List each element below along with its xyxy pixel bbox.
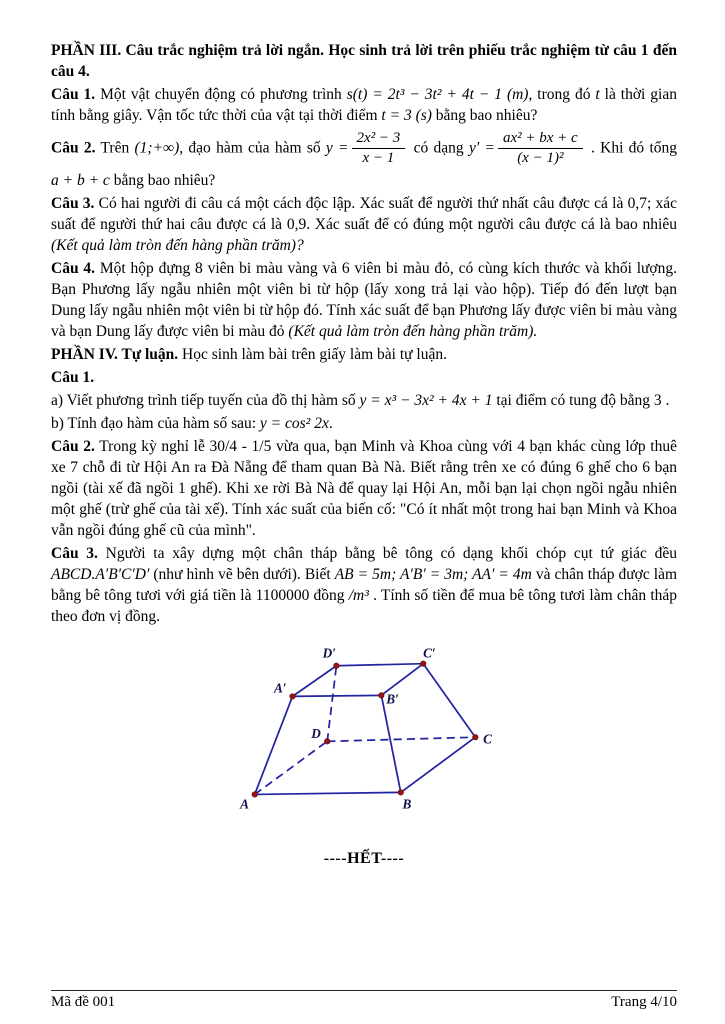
question-text: . <box>328 414 333 432</box>
dashed-edges <box>255 665 476 794</box>
footer-exam-code: Mã đề 001 <box>51 994 116 1010</box>
part3-question-3 <box>51 193 677 256</box>
frustum-figure-container <box>51 637 677 820</box>
part3-question-2 <box>51 128 677 191</box>
rounding-note: (Kết quả làm tròn đến hàng phần trăm). <box>288 322 538 340</box>
question-label: Câu 2. <box>51 437 95 455</box>
math-expression: t = 3 (s) <box>381 107 432 124</box>
vertex-label-A: A <box>240 796 249 812</box>
vertex-A-prime <box>290 693 296 699</box>
math-expression: /m³ <box>348 586 369 604</box>
exam-content <box>51 40 677 868</box>
part3-heading <box>51 40 677 82</box>
vertex-label-B-prime: B′ <box>386 691 399 707</box>
part4-question-1-label <box>51 367 677 388</box>
vertex-A <box>252 791 258 797</box>
part3-heading-text: PHẦN III. Câu trắc nghiệm trả lời ngắn. Học sinh trả lời trên phiếu trắc nghiệm từ câu 1 đến câu 4. <box>51 42 677 80</box>
math-expression: (1;+∞) <box>134 139 180 157</box>
question-text: (như hình vẽ bên dưới). Biết <box>149 565 335 583</box>
math-expression: y = x³ − 3x² + 4x + 1 <box>359 391 493 409</box>
question-text: là thời gian tính bằng giây. Vận tốc tức thời của vật tại thời điểm <box>51 86 677 124</box>
math-expression: a + b + c <box>51 171 110 189</box>
question-text: và chân tháp được làm bằng bê tông tươi với giá tiền là 1100000 đồng <box>51 565 678 604</box>
part3-question-1 <box>51 84 677 126</box>
vertex-B <box>398 789 404 795</box>
question-text: bằng bao nhiêu? <box>431 107 538 124</box>
question-text: b) Tính đạo hàm của hàm số sau: <box>51 414 260 432</box>
footer-page-number: Trang 4/10 <box>611 994 677 1010</box>
fraction-numerator: ax² + bx + c <box>498 130 583 149</box>
question-label: Câu 4. <box>51 259 96 277</box>
vertex-label-D: D <box>311 725 321 741</box>
math-expression: ABCD.A′B′C′D′ <box>51 565 150 583</box>
page-footer <box>51 990 677 1011</box>
part4-question-1a <box>51 390 677 411</box>
question-text: Có hai người đi câu cá một cách độc lập. Xác suất để người thứ nhất câu được cá là 0,7; xác suất để người thứ hai câu được cá là 0,9. Xác suất để có đúng một người câu được cá là bao nhiêu <box>51 194 677 233</box>
question-text: Một vật chuyển động có phương trình <box>95 86 347 103</box>
question-label: Câu 2. <box>51 139 96 157</box>
question-text: bằng bao nhiêu? <box>109 171 216 189</box>
question-label: Câu 1. <box>51 86 96 103</box>
end-marker: ----HẾT---- <box>323 849 405 867</box>
part4-question-1b <box>51 413 677 434</box>
part3-question-4 <box>51 258 677 342</box>
math-expression: y = cos² 2x <box>259 414 329 432</box>
frustum-figure <box>221 637 507 815</box>
math-expression: y′ = <box>468 139 495 157</box>
vertex-labels <box>239 645 492 811</box>
vertex-label-B: B <box>402 796 412 812</box>
fraction <box>498 130 583 168</box>
vertex-label-D-prime: D′ <box>322 645 336 661</box>
vertex-label-A-prime: A′ <box>273 679 287 695</box>
vertex-C-prime <box>420 660 426 666</box>
fraction-numerator: 2x² − 3 <box>352 130 406 149</box>
math-expression: s(t) = 2t³ − 3t² + 4t − 1 (m) <box>346 86 529 103</box>
question-label: Câu 3. <box>51 194 95 212</box>
vertex-D-prime <box>334 662 340 668</box>
vertex-D <box>324 738 330 744</box>
vertex-C <box>473 734 479 740</box>
question-label: Câu 1. <box>51 368 95 386</box>
fraction-denominator: (x − 1)² <box>517 150 564 167</box>
question-text: Người ta xây dựng một chân tháp bằng bê tông có dạng khối chóp cụt tứ giác đều <box>97 544 677 562</box>
part4-question-3 <box>51 543 677 627</box>
vertex-label-C-prime: C′ <box>423 645 436 661</box>
math-expression: y = <box>325 139 349 157</box>
part4-heading <box>51 344 677 365</box>
question-text: , đạo hàm của hàm số <box>179 139 326 157</box>
fraction-denominator: x − 1 <box>362 150 395 167</box>
solid-edges <box>255 663 476 794</box>
part4-heading-rest: Học sinh làm bài trên giấy làm bài tự luận. <box>178 345 447 363</box>
question-text: , trong đó <box>528 86 596 103</box>
question-text: Một hộp đựng 8 viên bi màu vàng và 6 viên bi màu đỏ, có cùng kích thước và khối lượng. Bạn Phương lấy ngẫu nhiên một viên bi từ hộp (lấy xong trả lại vào hộp). Tiếp đó đến lượt bạn Dung lấy ngẫu nhiên một viên bi từ hộp đó. Tính xác suất để bạn Phương lấy được viên bi màu vàng và bạn Dung lấy được viên bi màu đỏ <box>51 259 677 340</box>
part4-heading-bold: PHẦN IV. Tự luận. <box>51 345 179 363</box>
vertex-B-prime <box>379 692 385 698</box>
question-text: Trên <box>95 139 135 157</box>
math-expression: t <box>595 86 600 103</box>
question-label: Câu 3. <box>51 544 98 562</box>
question-text: . Khi đó tổng <box>585 139 678 157</box>
vertex-label-C: C <box>483 730 493 746</box>
math-expression: AB = 5m; A′B′ = 3m; AA′ = 4m <box>334 565 532 583</box>
question-text: tại điểm có tung độ bằng 3 . <box>492 391 670 409</box>
question-text: Trong kỳ nghỉ lễ 30/4 - 1/5 vừa qua, bạn Minh và Khoa cùng với 4 bạn khác cùng lớp thuê xe 7 chỗ đi từ Hội An ra Đà Nẵng để tham quan Bà Nà. Biết rằng trên xe có đúng 6 ghế cho 6 bạn ngồi (tài xế đã ngồi 1 ghế). Khi xe rời Bà Nà để quay lại Hội An, mỗi bạn lại chọn ngồi ngẫu nhiên một ghế (trừ ghế của tài xế). Tính xác suất của biến cố: "Có ít nhất một trong hai bạn Minh và Khoa vẫn ngồi đúng ghế cũ của mình". <box>51 437 677 539</box>
question-text: . Tính số tiền để mua bê tông tươi làm chân tháp theo đơn vị đồng. <box>51 586 678 625</box>
question-text: có dạng <box>408 139 469 157</box>
rounding-note: (Kết quả làm tròn đến hàng phần trăm)? <box>51 236 304 254</box>
part4-question-2 <box>51 436 677 541</box>
fraction <box>352 130 406 168</box>
question-text: a) Viết phương trình tiếp tuyến của đồ thị hàm số <box>51 391 360 409</box>
